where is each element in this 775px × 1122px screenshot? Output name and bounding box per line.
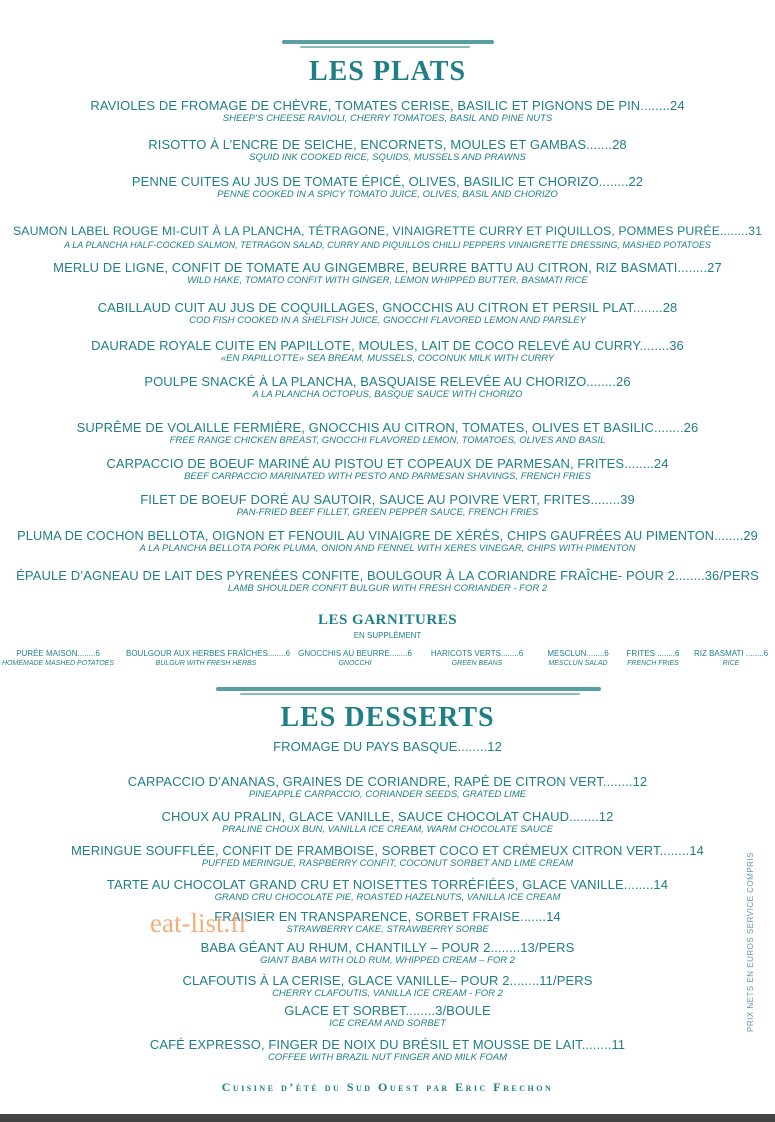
plat-item <box>0 174 775 201</box>
plat-translation: SHEEP’S CHEESE RAVIOLI, CHERRY TOMATOES, BASIL AND PINE NUTS <box>222 113 553 124</box>
plat-name: CABILLAUD CUIT AU JUS DE COQUILLAGES, GNOCCHIS AU CITRON ET PERSIL PLAT........28 <box>97 300 678 315</box>
dessert-translation: PRALINE CHOUX BUN, VANILLA ICE CREAM, WARM CHOCOLATE SAUCE <box>222 824 553 835</box>
dessert-item <box>0 809 775 836</box>
garniture-item <box>296 648 414 668</box>
garniture-translation: HOMEMADE MASHED POTATOES <box>2 660 115 667</box>
garnitures-title: LES GARNITURES <box>317 612 458 628</box>
garniture-name: MESCLUN........6 <box>547 649 609 658</box>
garniture-name: GNOCCHIS AU BEURRE........6 <box>298 649 412 658</box>
dessert-name: FROMAGE DU PAYS BASQUE........12 <box>273 739 502 754</box>
plat-translation: A LA PLANCHA BELLOTA PORK PLUMA, ONION AND FENNEL WITH XERES VINEGAR, CHIPS WITH PIMENTON <box>139 543 636 554</box>
plat-name: POULPE SNACKÉ À LA PLANCHA, BASQUAISE RELEVÉE AU CHORIZO........26 <box>144 374 631 389</box>
garniture-name: FRITES ........6 <box>626 649 680 658</box>
footer-signature: Cuisine d’été du Sud Ouest par Eric Frechon <box>221 1080 554 1094</box>
plat-translation: LAMB SHOULDER CONFIT BULGUR WITH FRESH CORIANDER - FOR 2 <box>227 583 548 594</box>
top-brush-stroke-2 <box>300 46 470 48</box>
dessert-name: FRAISIER EN TRANSPARENCE, SORBET FRAISE.......14 <box>214 909 561 924</box>
garniture-translation: GNOCCHI <box>338 660 372 667</box>
dessert-name: MERINGUE SOUFFLÉE, CONFIT DE FRAMBOISE, SORBET COCO ET CRÉMEUX CITRON VERT........14 <box>71 843 704 858</box>
dessert-item <box>0 940 775 967</box>
plat-translation: SQUID INK COOKED RICE, SQUIDS, MUSSELS AND PRAWNS <box>249 152 526 163</box>
garnitures-subtitle: EN SUPPLÉMENT <box>353 631 422 640</box>
garniture-name: BOULGOUR AUX HERBES FRAÎCHES........6 <box>126 649 291 658</box>
garniture-item <box>622 648 684 668</box>
plat-item <box>0 420 775 447</box>
plat-name: RISOTTO À L’ENCRE DE SEICHE, ENCORNETS, MOULES ET GAMBAS.......28 <box>148 137 627 152</box>
plats-title: LES PLATS <box>308 56 467 87</box>
dessert-name: TARTE AU CHOCOLAT GRAND CRU ET NOISETTES TORRÉFIÉES, GLACE VANILLE........14 <box>106 877 669 892</box>
dessert-name: GLACE ET SORBET........3/BOULE <box>284 1003 491 1018</box>
desserts-title: LES DESSERTS <box>280 702 495 733</box>
plat-item <box>0 568 775 595</box>
dessert-translation: CHERRY CLAFOUTIS, VANILLA ICE CREAM - FOR 2 <box>272 988 503 999</box>
plat-name: RAVIOLES DE FROMAGE DE CHÈVRE, TOMATES CERISE, BASILIC ET PIGNONS DE PIN........24 <box>90 98 685 113</box>
garniture-name: RIZ BASMATI ........6 <box>693 649 769 658</box>
dessert-item <box>0 1003 775 1030</box>
plat-translation: COD FISH COOKED IN A SHELFISH JUICE, GNOCCHI FLAVORED LEMON AND PARSLEY <box>189 315 586 326</box>
dessert-item <box>0 739 775 754</box>
plat-name: CARPACCIO DE BOEUF MARINÉ AU PISTOU ET COPEAUX DE PARMESAN, FRITES........24 <box>106 456 669 471</box>
plat-item <box>0 338 775 365</box>
plat-name: ÉPAULE D’AGNEAU DE LAIT DES PYRENÉES CONFITE, BOULGOUR À LA CORIANDRE FRAÎCHE- POUR 2........36/PERS <box>16 568 759 583</box>
plat-item <box>0 300 775 327</box>
garniture-name: PURÉE MAISON........6 <box>16 649 100 658</box>
dessert-translation: PINEAPPLE CARPACCIO, CORIANDER SEEDS, GRATED LIME <box>248 789 527 800</box>
garniture-name: HARICOTS VERTS........6 <box>430 649 524 658</box>
plat-translation: FREE RANGE CHICKEN BREAST, GNOCCHI FLAVORED LEMON, TOMATOES, OLIVES AND BASIL <box>169 435 606 446</box>
plat-translation: A LA PLANCHA OCTOPUS, BASQUE SAUCE WITH CHORIZO <box>252 389 523 400</box>
middle-brush-stroke <box>216 687 601 691</box>
dessert-item <box>0 973 775 1000</box>
plat-name: PLUMA DE COCHON BELLOTA, OIGNON ET FENOUIL AU VINAIGRE DE XÉRÈS, CHIPS GAUFRÉES AU PIMENTON........29 <box>17 528 758 543</box>
dessert-name: CHOUX AU PRALIN, GLACE VANILLE, SAUCE CHOCOLAT CHAUD........12 <box>161 809 614 824</box>
plat-item <box>0 224 775 251</box>
dessert-name: BABA GÉANT AU RHUM, CHANTILLY – POUR 2........13/PERS <box>200 940 575 955</box>
garniture-translation: MESCLUN SALAD <box>548 660 608 667</box>
plat-item <box>0 98 775 125</box>
plat-name: DAURADE ROYALE CUITE EN PAPILLOTE, MOULES, LAIT DE COCO RELEVÉ AU CURRY........36 <box>91 338 684 353</box>
plat-item <box>0 137 775 164</box>
dessert-translation: GIANT BABA WITH OLD RUM, WHIPPED CREAM – FOR 2 <box>259 955 516 966</box>
middle-brush-stroke-2 <box>240 693 580 695</box>
plat-translation: A LA PLANCHA HALF-COCKED SALMON, TETRAGON SALAD, CURRY AND PIQUILLOS CHILLI PEPPERS VINAIGRETTE DRESSING, MASHED POTATOES <box>64 240 711 250</box>
bottom-bar <box>0 1114 775 1122</box>
plat-item <box>0 260 775 287</box>
garniture-translation: GREEN BEANS <box>451 660 503 667</box>
plat-name: SAUMON LABEL ROUGE MI-CUIT À LA PLANCHA, TÉTRAGONE, VINAIGRETTE CURRY ET PIQUILLOS, POMMES PURÉE........31 <box>12 224 763 238</box>
plat-item <box>0 456 775 483</box>
dessert-item <box>0 774 775 801</box>
dessert-name: CARPACCIO D’ANANAS, GRAINES DE CORIANDRE, RAPÉ DE CITRON VERT........12 <box>127 774 648 789</box>
dessert-name: CLAFOUTIS À LA CERISE, GLACE VANILLE– POUR 2........11/PERS <box>182 973 593 988</box>
plat-translation: PAN-FRIED BEEF FILLET, GREEN PEPPER SAUCE, FRENCH FRIES <box>236 507 539 518</box>
dessert-translation: PUFFED MERINGUE, RASPBERRY CONFIT, COCONUT SORBET AND LIME CREAM <box>201 858 574 869</box>
garniture-item <box>2 648 114 668</box>
plat-translation: BEEF CARPACCIO MARINATED WITH PESTO AND PARMESAN SHAVINGS, FRENCH FRIES <box>184 471 591 482</box>
plat-translation: «EN PAPILLOTTE» SEA BREAM, MUSSELS, COCONUK MILK WITH CURRY <box>220 353 555 364</box>
garniture-translation: BULGUR WITH FRESH HERBS <box>155 660 257 667</box>
top-brush-stroke <box>282 40 494 44</box>
plat-name: SUPRÊME DE VOLAILLE FERMIÈRE, GNOCCHIS AU CITRON, TOMATES, OLIVES ET BASILIC........26 <box>76 420 699 435</box>
plat-name: MERLU DE LIGNE, CONFIT DE TOMATE AU GINGEMBRE, BEURRE BATTU AU CITRON, RIZ BASMATI........27 <box>53 260 722 275</box>
plat-item <box>0 528 775 555</box>
garniture-translation: RICE <box>722 660 740 667</box>
dessert-translation: GRAND CRU CHOCOLATE PIE, ROASTED HAZELNUTS, VANILLA ICE CREAM <box>214 892 561 903</box>
plat-item <box>0 374 775 401</box>
garniture-item <box>540 648 616 668</box>
garniture-item <box>426 648 528 668</box>
price-note: PRIX NETS EN EUROS SERVICE COMPRIS <box>746 852 755 1032</box>
plat-name: FILET DE BOEUF DORÉ AU SAUTOIR, SAUCE AU POIVRE VERT, FRITES........39 <box>140 492 635 507</box>
dessert-item <box>0 909 775 936</box>
dessert-translation: ICE CREAM AND SORBET <box>329 1018 446 1029</box>
dessert-item <box>0 877 775 904</box>
plat-name: PENNE CUITES AU JUS DE TOMATE ÉPICÉ, OLIVES, BASILIC ET CHORIZO........22 <box>131 174 644 189</box>
plat-translation: WILD HAKE, TOMATO CONFIT WITH GINGER, LEMON WHIPPED BUTTER, BASMATI RICE <box>187 275 588 286</box>
garniture-translation: FRENCH FRIES <box>627 660 679 667</box>
garniture-item <box>126 648 291 668</box>
watermark-logo: eat-list.fr <box>150 908 249 938</box>
dessert-item <box>0 1037 775 1064</box>
plat-translation: PENNE COOKED IN A SPICY TOMATO JUICE, OLIVES, BASIL AND CHORIZO <box>217 189 558 200</box>
dessert-name: CAFÉ EXPRESSO, FINGER DE NOIX DU BRÉSIL ET MOUSSE DE LAIT........11 <box>149 1037 626 1052</box>
plat-item <box>0 492 775 519</box>
dessert-translation: COFFEE WITH BRAZIL NUT FINGER AND MILK FOAM <box>267 1052 508 1063</box>
dessert-translation: STRAWBERRY CAKE, STRAWBERRY SORBE <box>286 924 489 935</box>
garniture-item <box>690 648 772 668</box>
dessert-item <box>0 843 775 870</box>
